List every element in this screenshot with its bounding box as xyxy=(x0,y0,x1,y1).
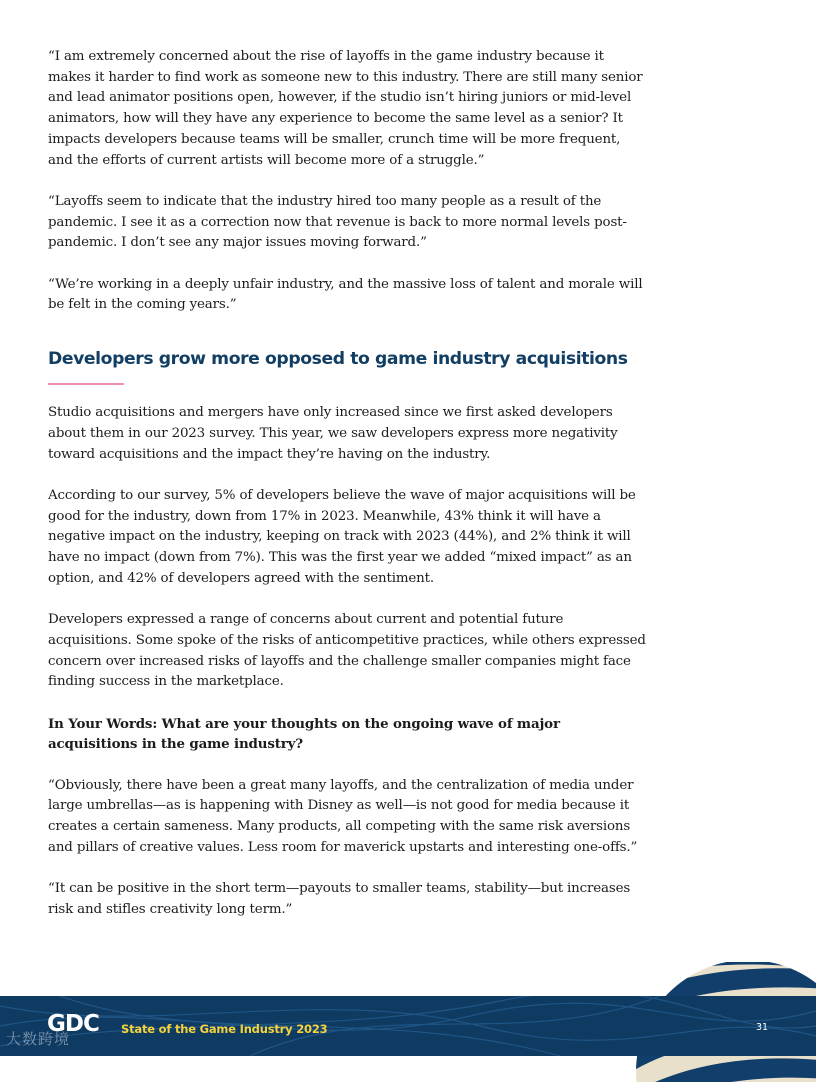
heading-accent-rule xyxy=(48,383,124,385)
quote-paragraph: “Layoffs seem to indicate that the industry hired too many people as a result of the pandemic. I see it as a correction now that revenue is back to more normal levels post-pandemic. I don’t see any major issues moving forward.” xyxy=(48,193,627,251)
footer-report-title: State of the Game Industry 2023 xyxy=(121,1022,328,1036)
footer-band xyxy=(0,996,816,1056)
quote-paragraph: “I am extremely concerned about the rise of layoffs in the game industry because it makes it harder to find work as someone new to this industry. There are still many senior and lead animator positions open, however, if the studio isn’t hiring juniors or mid-level animators, how will they have any experience to become the same level as a senior? It impacts developers because teams will be smaller, crunch time will be more frequent, and the efforts of current artists will become more of a struggle.” xyxy=(48,49,643,168)
body-paragraph: Studio acquisitions and mergers have only increased since we first asked developers about them in our 2023 survey. This year, we saw developers express more negativity toward acquisitions and the impact they’re having on the industry. xyxy=(48,405,618,462)
answer-quote: “Obviously, there have been a great many layoffs, and the centralization of media under large umbrellas—as is happening with Disney as well—is not good for media because it creates a certain sameness. Many products, all competing with the same risk aversions and pillars of creative values. Less room for maverick upstarts and interesting one-offs.” xyxy=(48,777,638,855)
section-heading: Developers grow more opposed to game industry acquisitions xyxy=(48,349,628,370)
body-paragraph: Developers expressed a range of concerns about current and potential future acquisitions. Some spoke of the risks of anticompetitive practices, while others expressed concern over increased risks of layoffs and the challenge smaller companies might face finding success in the marketplace. xyxy=(48,612,646,690)
body-paragraph: According to our survey, 5% of developers believe the wave of major acquisitions will be good for the industry, down from 17% in 2023. Meanwhile, 43% think it will have a negative impact on the industry, keeping on track with 2023 (44%), and 2% think it will have no impact (down from 7%). This was the first year we added “mixed impact” as an option, and 42% of developers agreed with the sentiment. xyxy=(48,487,636,586)
page-content xyxy=(48,47,648,941)
gdc-logo: GDC xyxy=(47,1011,99,1037)
answer-quote: “It can be positive in the short term—payouts to smaller teams, stability—but increases risk and stifles creativity long term.” xyxy=(48,881,631,917)
watermark: 大数跨境 xyxy=(6,1030,71,1048)
quote-paragraph: “We’re working in a deeply unfair industry, and the massive loss of talent and morale will be felt in the coming years.” xyxy=(48,276,643,313)
page-number: 31 xyxy=(756,1022,769,1033)
survey-question: In Your Words: What are your thoughts on the ongoing wave of major acquisitions in the game industry? xyxy=(48,715,560,753)
